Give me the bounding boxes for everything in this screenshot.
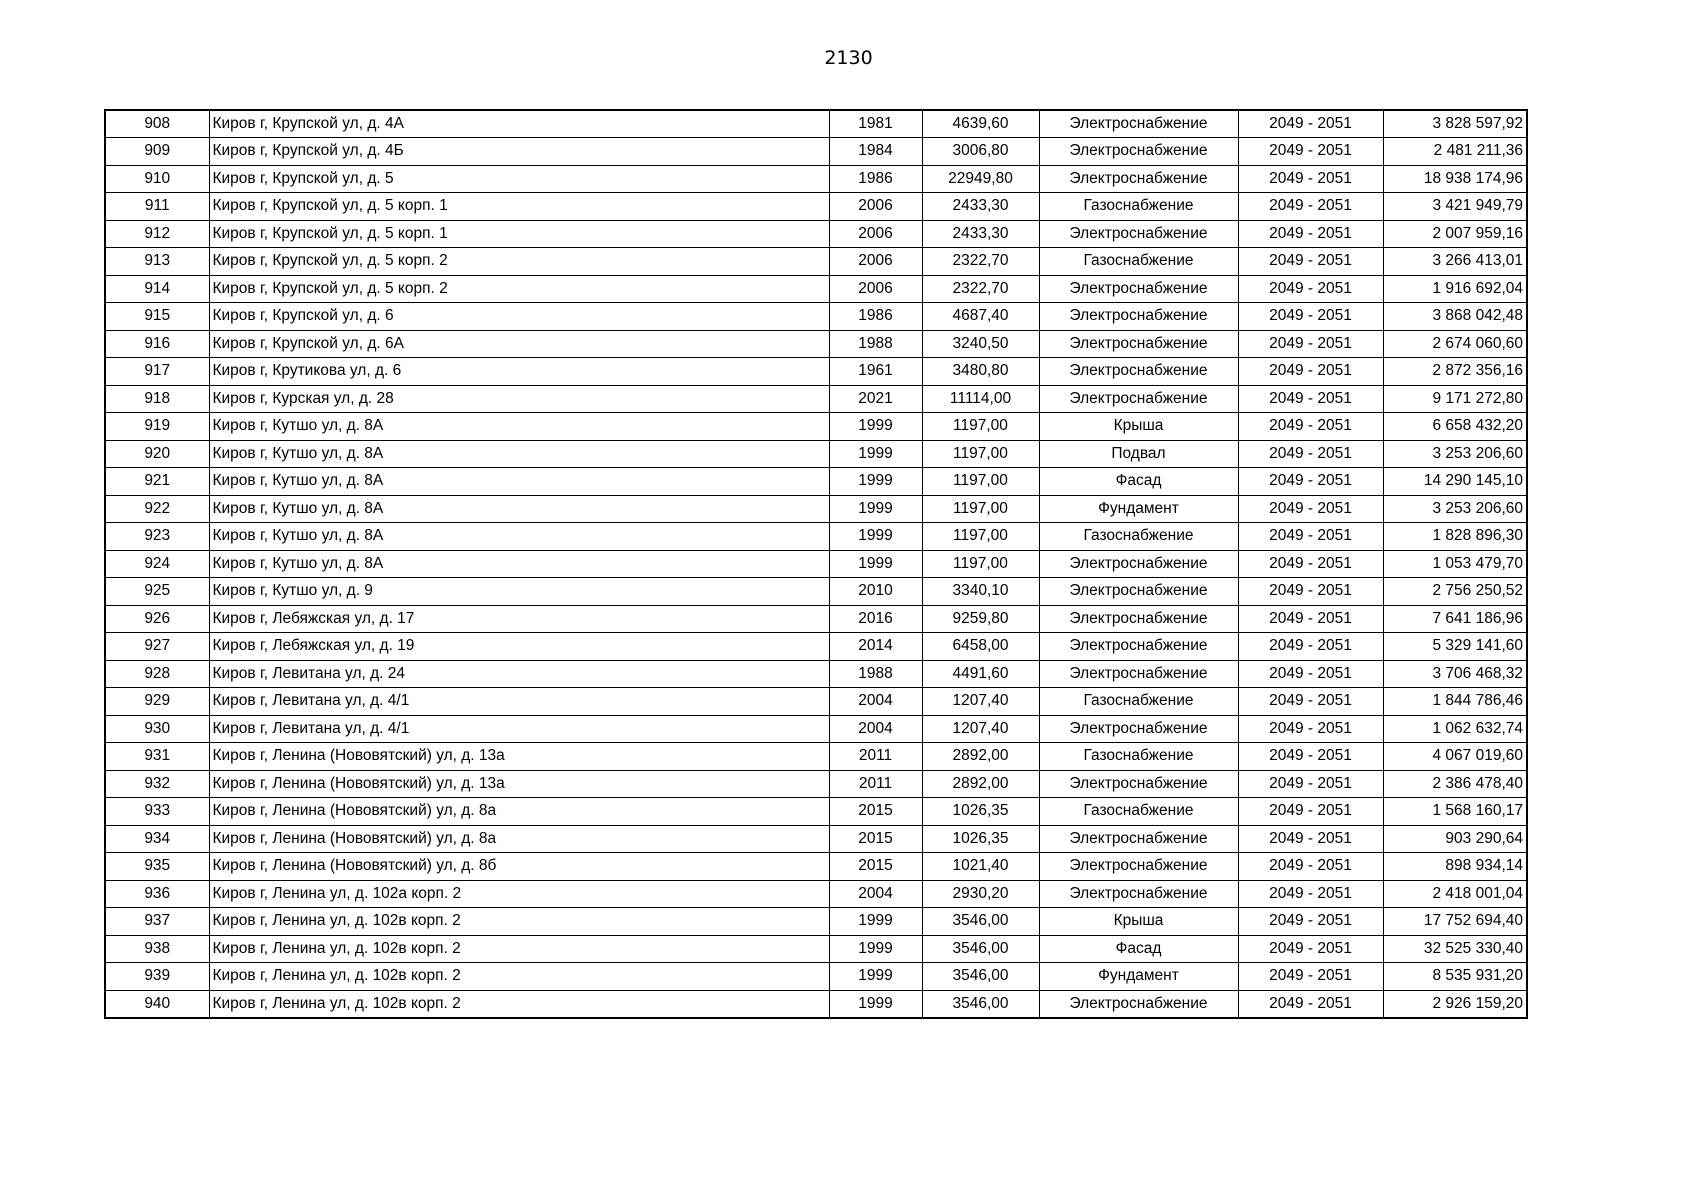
build-year-cell: 1999 <box>829 440 922 468</box>
period-cell: 2049 - 2051 <box>1238 220 1383 248</box>
address-cell: Киров г, Кутшо ул, д. 8А <box>209 413 829 441</box>
cost-cell: 18 938 174,96 <box>1383 165 1527 193</box>
cost-cell: 3 253 206,60 <box>1383 495 1527 523</box>
row-number-cell: 914 <box>105 275 209 303</box>
area-cell: 1207,40 <box>922 715 1039 743</box>
period-cell: 2049 - 2051 <box>1238 468 1383 496</box>
table-row <box>105 880 1527 908</box>
cost-cell: 3 421 949,79 <box>1383 193 1527 221</box>
build-year-cell: 2006 <box>829 275 922 303</box>
build-year-cell: 1999 <box>829 523 922 551</box>
period-cell: 2049 - 2051 <box>1238 880 1383 908</box>
period-cell: 2049 - 2051 <box>1238 935 1383 963</box>
area-cell: 3546,00 <box>922 908 1039 936</box>
address-cell: Киров г, Ленина ул, д. 102а корп. 2 <box>209 880 829 908</box>
build-year-cell: 1999 <box>829 550 922 578</box>
row-number-cell: 921 <box>105 468 209 496</box>
period-cell: 2049 - 2051 <box>1238 440 1383 468</box>
table-row <box>105 550 1527 578</box>
work-type-cell: Электроснабжение <box>1039 853 1238 881</box>
address-cell: Киров г, Кутшо ул, д. 8А <box>209 468 829 496</box>
area-cell: 3006,80 <box>922 138 1039 166</box>
period-cell: 2049 - 2051 <box>1238 193 1383 221</box>
cost-cell: 3 706 468,32 <box>1383 660 1527 688</box>
work-type-cell: Электроснабжение <box>1039 578 1238 606</box>
table-row <box>105 715 1527 743</box>
build-year-cell: 1986 <box>829 165 922 193</box>
address-cell: Киров г, Кутшо ул, д. 8А <box>209 550 829 578</box>
cost-cell: 1 844 786,46 <box>1383 688 1527 716</box>
period-cell: 2049 - 2051 <box>1238 138 1383 166</box>
cost-cell: 3 266 413,01 <box>1383 248 1527 276</box>
row-number-cell: 936 <box>105 880 209 908</box>
row-number-cell: 908 <box>105 110 209 138</box>
area-cell: 2892,00 <box>922 770 1039 798</box>
table-row <box>105 660 1527 688</box>
cost-cell: 1 828 896,30 <box>1383 523 1527 551</box>
work-type-cell: Электроснабжение <box>1039 165 1238 193</box>
row-number-cell: 923 <box>105 523 209 551</box>
row-number-cell: 915 <box>105 303 209 331</box>
work-type-cell: Электроснабжение <box>1039 825 1238 853</box>
address-cell: Киров г, Лебяжская ул, д. 19 <box>209 633 829 661</box>
table-row <box>105 770 1527 798</box>
row-number-cell: 913 <box>105 248 209 276</box>
work-type-cell: Электроснабжение <box>1039 715 1238 743</box>
address-cell: Киров г, Ленина ул, д. 102в корп. 2 <box>209 908 829 936</box>
build-year-cell: 2010 <box>829 578 922 606</box>
table-row <box>105 440 1527 468</box>
table-row <box>105 990 1527 1018</box>
cost-cell: 3 253 206,60 <box>1383 440 1527 468</box>
work-type-cell: Электроснабжение <box>1039 550 1238 578</box>
period-cell: 2049 - 2051 <box>1238 385 1383 413</box>
address-cell: Киров г, Крупской ул, д. 4Б <box>209 138 829 166</box>
area-cell: 1197,00 <box>922 550 1039 578</box>
area-cell: 1026,35 <box>922 825 1039 853</box>
address-cell: Киров г, Кутшо ул, д. 8А <box>209 440 829 468</box>
period-cell: 2049 - 2051 <box>1238 605 1383 633</box>
cost-cell: 7 641 186,96 <box>1383 605 1527 633</box>
work-type-cell: Электроснабжение <box>1039 660 1238 688</box>
row-number-cell: 925 <box>105 578 209 606</box>
area-cell: 1197,00 <box>922 468 1039 496</box>
table-row <box>105 578 1527 606</box>
area-cell: 3240,50 <box>922 330 1039 358</box>
address-cell: Киров г, Кутшо ул, д. 9 <box>209 578 829 606</box>
address-cell: Киров г, Ленина ул, д. 102в корп. 2 <box>209 935 829 963</box>
cost-cell: 5 329 141,60 <box>1383 633 1527 661</box>
period-cell: 2049 - 2051 <box>1238 825 1383 853</box>
cost-cell: 2 386 478,40 <box>1383 770 1527 798</box>
period-cell: 2049 - 2051 <box>1238 495 1383 523</box>
cost-cell: 903 290,64 <box>1383 825 1527 853</box>
build-year-cell: 2011 <box>829 770 922 798</box>
build-year-cell: 2014 <box>829 633 922 661</box>
build-year-cell: 1961 <box>829 358 922 386</box>
row-number-cell: 927 <box>105 633 209 661</box>
period-cell: 2049 - 2051 <box>1238 303 1383 331</box>
area-cell: 1026,35 <box>922 798 1039 826</box>
period-cell: 2049 - 2051 <box>1238 578 1383 606</box>
row-number-cell: 911 <box>105 193 209 221</box>
table-row <box>105 385 1527 413</box>
cost-cell: 14 290 145,10 <box>1383 468 1527 496</box>
cost-cell: 1 062 632,74 <box>1383 715 1527 743</box>
area-cell: 2433,30 <box>922 193 1039 221</box>
work-type-cell: Крыша <box>1039 413 1238 441</box>
area-cell: 2930,20 <box>922 880 1039 908</box>
address-cell: Киров г, Левитана ул, д. 4/1 <box>209 688 829 716</box>
row-number-cell: 935 <box>105 853 209 881</box>
row-number-cell: 929 <box>105 688 209 716</box>
build-year-cell: 2015 <box>829 825 922 853</box>
area-cell: 4639,60 <box>922 110 1039 138</box>
row-number-cell: 926 <box>105 605 209 633</box>
area-cell: 1197,00 <box>922 523 1039 551</box>
cost-cell: 9 171 272,80 <box>1383 385 1527 413</box>
table-row <box>105 358 1527 386</box>
build-year-cell: 2004 <box>829 880 922 908</box>
area-cell: 2322,70 <box>922 275 1039 303</box>
area-cell: 4687,40 <box>922 303 1039 331</box>
area-cell: 2433,30 <box>922 220 1039 248</box>
area-cell: 3340,10 <box>922 578 1039 606</box>
table-row <box>105 743 1527 771</box>
registry-table-body <box>105 110 1527 1018</box>
address-cell: Киров г, Лебяжская ул, д. 17 <box>209 605 829 633</box>
row-number-cell: 933 <box>105 798 209 826</box>
build-year-cell: 1999 <box>829 990 922 1018</box>
area-cell: 11114,00 <box>922 385 1039 413</box>
build-year-cell: 2015 <box>829 798 922 826</box>
work-type-cell: Электроснабжение <box>1039 880 1238 908</box>
address-cell: Киров г, Курская ул, д. 28 <box>209 385 829 413</box>
table-row <box>105 330 1527 358</box>
cost-cell: 4 067 019,60 <box>1383 743 1527 771</box>
row-number-cell: 922 <box>105 495 209 523</box>
work-type-cell: Подвал <box>1039 440 1238 468</box>
build-year-cell: 2006 <box>829 248 922 276</box>
table-row <box>105 853 1527 881</box>
period-cell: 2049 - 2051 <box>1238 798 1383 826</box>
address-cell: Киров г, Ленина (Нововятский) ул, д. 8а <box>209 825 829 853</box>
cost-cell: 2 926 159,20 <box>1383 990 1527 1018</box>
area-cell: 3546,00 <box>922 963 1039 991</box>
period-cell: 2049 - 2051 <box>1238 715 1383 743</box>
period-cell: 2049 - 2051 <box>1238 413 1383 441</box>
work-type-cell: Крыша <box>1039 908 1238 936</box>
work-type-cell: Газоснабжение <box>1039 248 1238 276</box>
area-cell: 2322,70 <box>922 248 1039 276</box>
table-row <box>105 193 1527 221</box>
build-year-cell: 2006 <box>829 220 922 248</box>
cost-cell: 8 535 931,20 <box>1383 963 1527 991</box>
address-cell: Киров г, Крупской ул, д. 6А <box>209 330 829 358</box>
area-cell: 3546,00 <box>922 990 1039 1018</box>
cost-cell: 2 481 211,36 <box>1383 138 1527 166</box>
period-cell: 2049 - 2051 <box>1238 358 1383 386</box>
area-cell: 4491,60 <box>922 660 1039 688</box>
period-cell: 2049 - 2051 <box>1238 523 1383 551</box>
table-row <box>105 523 1527 551</box>
period-cell: 2049 - 2051 <box>1238 165 1383 193</box>
build-year-cell: 1999 <box>829 908 922 936</box>
table-row <box>105 110 1527 138</box>
period-cell: 2049 - 2051 <box>1238 990 1383 1018</box>
build-year-cell: 1988 <box>829 330 922 358</box>
table-row <box>105 825 1527 853</box>
work-type-cell: Газоснабжение <box>1039 688 1238 716</box>
work-type-cell: Электроснабжение <box>1039 385 1238 413</box>
row-number-cell: 919 <box>105 413 209 441</box>
period-cell: 2049 - 2051 <box>1238 248 1383 276</box>
table-row <box>105 303 1527 331</box>
table-row <box>105 165 1527 193</box>
row-number-cell: 934 <box>105 825 209 853</box>
address-cell: Киров г, Крупской ул, д. 5 корп. 2 <box>209 275 829 303</box>
build-year-cell: 2011 <box>829 743 922 771</box>
row-number-cell: 940 <box>105 990 209 1018</box>
area-cell: 3546,00 <box>922 935 1039 963</box>
cost-cell: 17 752 694,40 <box>1383 908 1527 936</box>
build-year-cell: 2006 <box>829 193 922 221</box>
work-type-cell: Газоснабжение <box>1039 523 1238 551</box>
work-type-cell: Электроснабжение <box>1039 770 1238 798</box>
period-cell: 2049 - 2051 <box>1238 963 1383 991</box>
build-year-cell: 2021 <box>829 385 922 413</box>
row-number-cell: 910 <box>105 165 209 193</box>
build-year-cell: 1999 <box>829 963 922 991</box>
address-cell: Киров г, Ленина ул, д. 102в корп. 2 <box>209 963 829 991</box>
address-cell: Киров г, Ленина ул, д. 102в корп. 2 <box>209 990 829 1018</box>
address-cell: Киров г, Крупской ул, д. 6 <box>209 303 829 331</box>
address-cell: Киров г, Кутшо ул, д. 8А <box>209 495 829 523</box>
work-type-cell: Электроснабжение <box>1039 330 1238 358</box>
address-cell: Киров г, Ленина (Нововятский) ул, д. 8а <box>209 798 829 826</box>
work-type-cell: Электроснабжение <box>1039 633 1238 661</box>
row-number-cell: 918 <box>105 385 209 413</box>
build-year-cell: 2015 <box>829 853 922 881</box>
table-row <box>105 908 1527 936</box>
period-cell: 2049 - 2051 <box>1238 688 1383 716</box>
address-cell: Киров г, Ленина (Нововятский) ул, д. 8б <box>209 853 829 881</box>
work-type-cell: Фасад <box>1039 468 1238 496</box>
row-number-cell: 938 <box>105 935 209 963</box>
build-year-cell: 1981 <box>829 110 922 138</box>
work-type-cell: Электроснабжение <box>1039 358 1238 386</box>
area-cell: 1207,40 <box>922 688 1039 716</box>
work-type-cell: Фундамент <box>1039 963 1238 991</box>
work-type-cell: Фундамент <box>1039 495 1238 523</box>
build-year-cell: 1999 <box>829 495 922 523</box>
table-row <box>105 275 1527 303</box>
build-year-cell: 2004 <box>829 715 922 743</box>
table-row <box>105 248 1527 276</box>
period-cell: 2049 - 2051 <box>1238 330 1383 358</box>
area-cell: 1197,00 <box>922 495 1039 523</box>
period-cell: 2049 - 2051 <box>1238 275 1383 303</box>
table-row <box>105 633 1527 661</box>
cost-cell: 1 568 160,17 <box>1383 798 1527 826</box>
area-cell: 6458,00 <box>922 633 1039 661</box>
period-cell: 2049 - 2051 <box>1238 770 1383 798</box>
build-year-cell: 1984 <box>829 138 922 166</box>
address-cell: Киров г, Крутикова ул, д. 6 <box>209 358 829 386</box>
period-cell: 2049 - 2051 <box>1238 110 1383 138</box>
address-cell: Киров г, Ленина (Нововятский) ул, д. 13а <box>209 743 829 771</box>
cost-cell: 2 674 060,60 <box>1383 330 1527 358</box>
build-year-cell: 1999 <box>829 468 922 496</box>
row-number-cell: 920 <box>105 440 209 468</box>
cost-cell: 2 872 356,16 <box>1383 358 1527 386</box>
cost-cell: 3 828 597,92 <box>1383 110 1527 138</box>
address-cell: Киров г, Крупской ул, д. 5 <box>209 165 829 193</box>
address-cell: Киров г, Крупской ул, д. 5 корп. 1 <box>209 220 829 248</box>
cost-cell: 2 418 001,04 <box>1383 880 1527 908</box>
address-cell: Киров г, Левитана ул, д. 4/1 <box>209 715 829 743</box>
registry-table <box>104 109 1528 1019</box>
table-row <box>105 605 1527 633</box>
work-type-cell: Электроснабжение <box>1039 138 1238 166</box>
work-type-cell: Фасад <box>1039 935 1238 963</box>
period-cell: 2049 - 2051 <box>1238 633 1383 661</box>
work-type-cell: Газоснабжение <box>1039 798 1238 826</box>
table-row <box>105 798 1527 826</box>
period-cell: 2049 - 2051 <box>1238 550 1383 578</box>
address-cell: Киров г, Ленина (Нововятский) ул, д. 13а <box>209 770 829 798</box>
area-cell: 3480,80 <box>922 358 1039 386</box>
table-row <box>105 220 1527 248</box>
area-cell: 1197,00 <box>922 440 1039 468</box>
table-row <box>105 688 1527 716</box>
area-cell: 1197,00 <box>922 413 1039 441</box>
row-number-cell: 932 <box>105 770 209 798</box>
address-cell: Киров г, Крупской ул, д. 5 корп. 2 <box>209 248 829 276</box>
work-type-cell: Электроснабжение <box>1039 303 1238 331</box>
cost-cell: 1 916 692,04 <box>1383 275 1527 303</box>
row-number-cell: 939 <box>105 963 209 991</box>
cost-cell: 3 868 042,48 <box>1383 303 1527 331</box>
period-cell: 2049 - 2051 <box>1238 853 1383 881</box>
area-cell: 22949,80 <box>922 165 1039 193</box>
row-number-cell: 916 <box>105 330 209 358</box>
row-number-cell: 937 <box>105 908 209 936</box>
cost-cell: 2 007 959,16 <box>1383 220 1527 248</box>
cost-cell: 898 934,14 <box>1383 853 1527 881</box>
cost-cell: 1 053 479,70 <box>1383 550 1527 578</box>
build-year-cell: 2016 <box>829 605 922 633</box>
cost-cell: 32 525 330,40 <box>1383 935 1527 963</box>
work-type-cell: Электроснабжение <box>1039 110 1238 138</box>
build-year-cell: 1988 <box>829 660 922 688</box>
address-cell: Киров г, Левитана ул, д. 24 <box>209 660 829 688</box>
row-number-cell: 917 <box>105 358 209 386</box>
page-number: 2130 <box>824 47 873 69</box>
row-number-cell: 930 <box>105 715 209 743</box>
period-cell: 2049 - 2051 <box>1238 660 1383 688</box>
address-cell: Киров г, Кутшо ул, д. 8А <box>209 523 829 551</box>
table-row <box>105 413 1527 441</box>
area-cell: 2892,00 <box>922 743 1039 771</box>
table-row <box>105 963 1527 991</box>
cost-cell: 2 756 250,52 <box>1383 578 1527 606</box>
cost-cell: 6 658 432,20 <box>1383 413 1527 441</box>
work-type-cell: Электроснабжение <box>1039 990 1238 1018</box>
work-type-cell: Электроснабжение <box>1039 605 1238 633</box>
build-year-cell: 1986 <box>829 303 922 331</box>
work-type-cell: Электроснабжение <box>1039 275 1238 303</box>
row-number-cell: 928 <box>105 660 209 688</box>
table-row <box>105 935 1527 963</box>
row-number-cell: 912 <box>105 220 209 248</box>
row-number-cell: 931 <box>105 743 209 771</box>
table-row <box>105 138 1527 166</box>
work-type-cell: Газоснабжение <box>1039 743 1238 771</box>
table-row <box>105 495 1527 523</box>
period-cell: 2049 - 2051 <box>1238 743 1383 771</box>
period-cell: 2049 - 2051 <box>1238 908 1383 936</box>
row-number-cell: 909 <box>105 138 209 166</box>
address-cell: Киров г, Крупской ул, д. 4А <box>209 110 829 138</box>
build-year-cell: 1999 <box>829 413 922 441</box>
area-cell: 9259,80 <box>922 605 1039 633</box>
address-cell: Киров г, Крупской ул, д. 5 корп. 1 <box>209 193 829 221</box>
area-cell: 1021,40 <box>922 853 1039 881</box>
row-number-cell: 924 <box>105 550 209 578</box>
build-year-cell: 1999 <box>829 935 922 963</box>
table-row <box>105 468 1527 496</box>
work-type-cell: Электроснабжение <box>1039 220 1238 248</box>
work-type-cell: Газоснабжение <box>1039 193 1238 221</box>
build-year-cell: 2004 <box>829 688 922 716</box>
